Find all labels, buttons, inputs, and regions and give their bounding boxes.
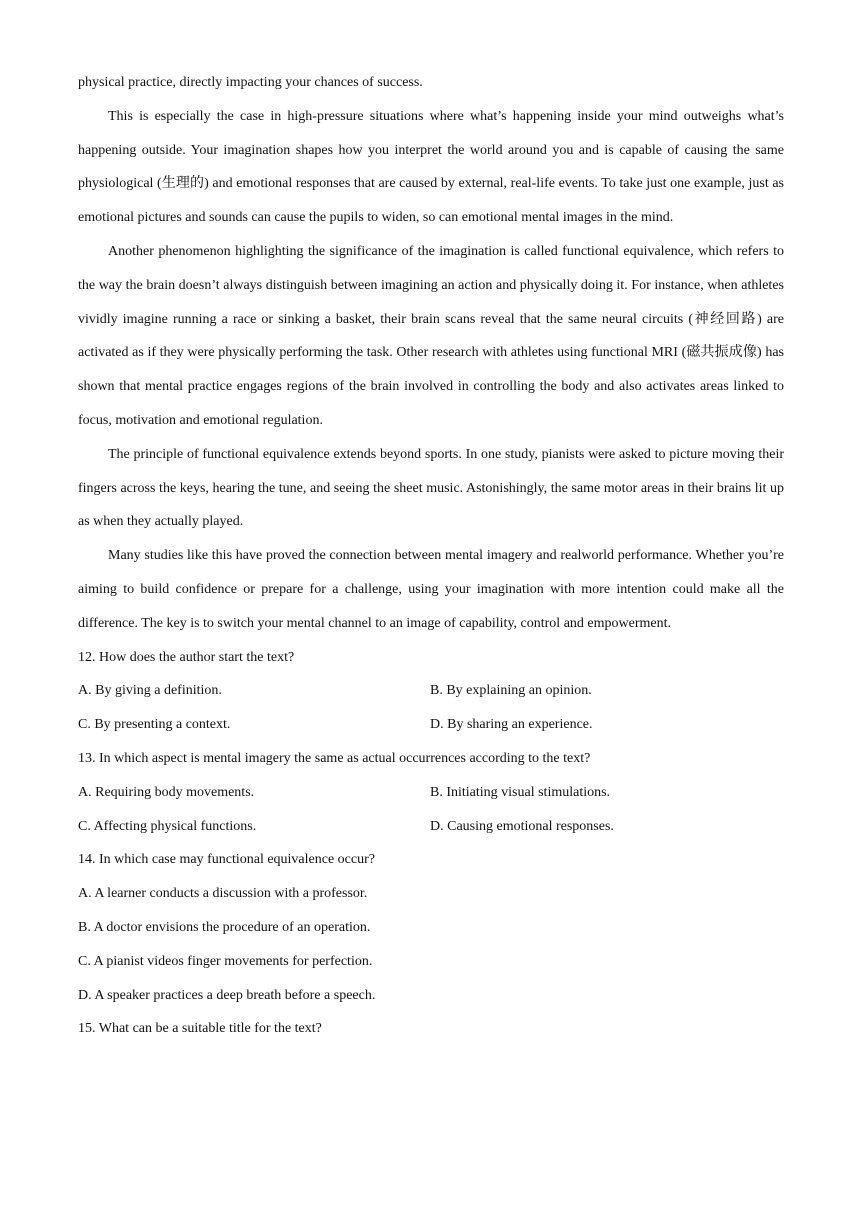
passage-paragraph: This is especially the case in high-pressure situations where what’s happening inside your mind outweighs what’s happening outside. Your imagination shapes how you interpret the world around you and is capable of causing the same physiological (生理的) and emotional responses that are caused by external, real-life events. To take just one example, just as emotional pictures and sounds can cause the pupils to widen, so can emotional mental images in the mind.: [78, 108, 784, 226]
option-b: B. A doctor envisions the procedure of an operation.: [78, 919, 371, 935]
question-stem: 14. In which case may functional equivalence occur?: [78, 852, 375, 868]
option-b: B. By explaining an opinion.: [430, 683, 592, 699]
option-c: C. A pianist videos finger movements for perfection.: [78, 953, 373, 969]
question-stem: 12. How does the author start the text?: [78, 649, 295, 665]
option-a: A. A learner conducts a discussion with a professor.: [78, 886, 368, 902]
option-c: C. Affecting physical functions.: [78, 818, 257, 834]
passage-paragraph: Another phenomenon highlighting the significance of the imagination is called functional equivalence, which refers to the way the brain doesn’t always distinguish between imagining an action and physically doing it. For instance, when athletes vividly imagine running a race or sinking a basket, their brain scans reveal that the same neural circuits (神经回路) are activated as if they were physically performing the task. Other research with athletes using functional MRI (磁共振成像) has shown that mental practice engages regions of the brain involved in controlling the body and also activates areas linked to focus, motivation and emotional regulation.: [78, 243, 784, 428]
option-a: A. Requiring body movements.: [78, 784, 255, 800]
question-stem: 13. In which aspect is mental imagery the same as actual occurrences according to the text?: [78, 750, 591, 766]
option-d: D. By sharing an experience.: [430, 717, 593, 733]
question-stem: 15. What can be a suitable title for the text?: [78, 1021, 322, 1037]
option-c: C. By presenting a context.: [78, 717, 231, 733]
passage-paragraph: Many studies like this have proved the connection between mental imagery and realworld performance. Whether you’re aiming to build confidence or prepare for a challenge, using your imagination with more intention could make all the difference. The key is to switch your mental channel to an image of capability, control and empowerment.: [78, 548, 784, 631]
option-a: A. By giving a definition.: [78, 683, 222, 699]
question-13: [78, 742, 784, 843]
answer-options: [78, 674, 784, 742]
question-14: [78, 843, 784, 1012]
answer-options: [78, 776, 784, 844]
option-b: B. Initiating visual stimulations.: [430, 784, 611, 800]
question-15: [78, 1012, 784, 1046]
document-page: [78, 66, 784, 1046]
answer-options: [78, 877, 784, 1012]
passage-paragraph: The principle of functional equivalence extends beyond sports. In one study, pianists were asked to picture moving their fingers across the keys, hearing the tune, and seeing the sheet music. Astonishingly, the same motor areas in their brains lit up as when they actually played.: [78, 446, 784, 530]
option-d: D. A speaker practices a deep breath before a speech.: [78, 987, 376, 1003]
option-d: D. Causing emotional responses.: [430, 818, 614, 834]
passage-paragraph: physical practice, directly impacting your chances of success.: [78, 75, 423, 90]
reading-passage: [78, 66, 784, 641]
question-12: [78, 641, 784, 742]
